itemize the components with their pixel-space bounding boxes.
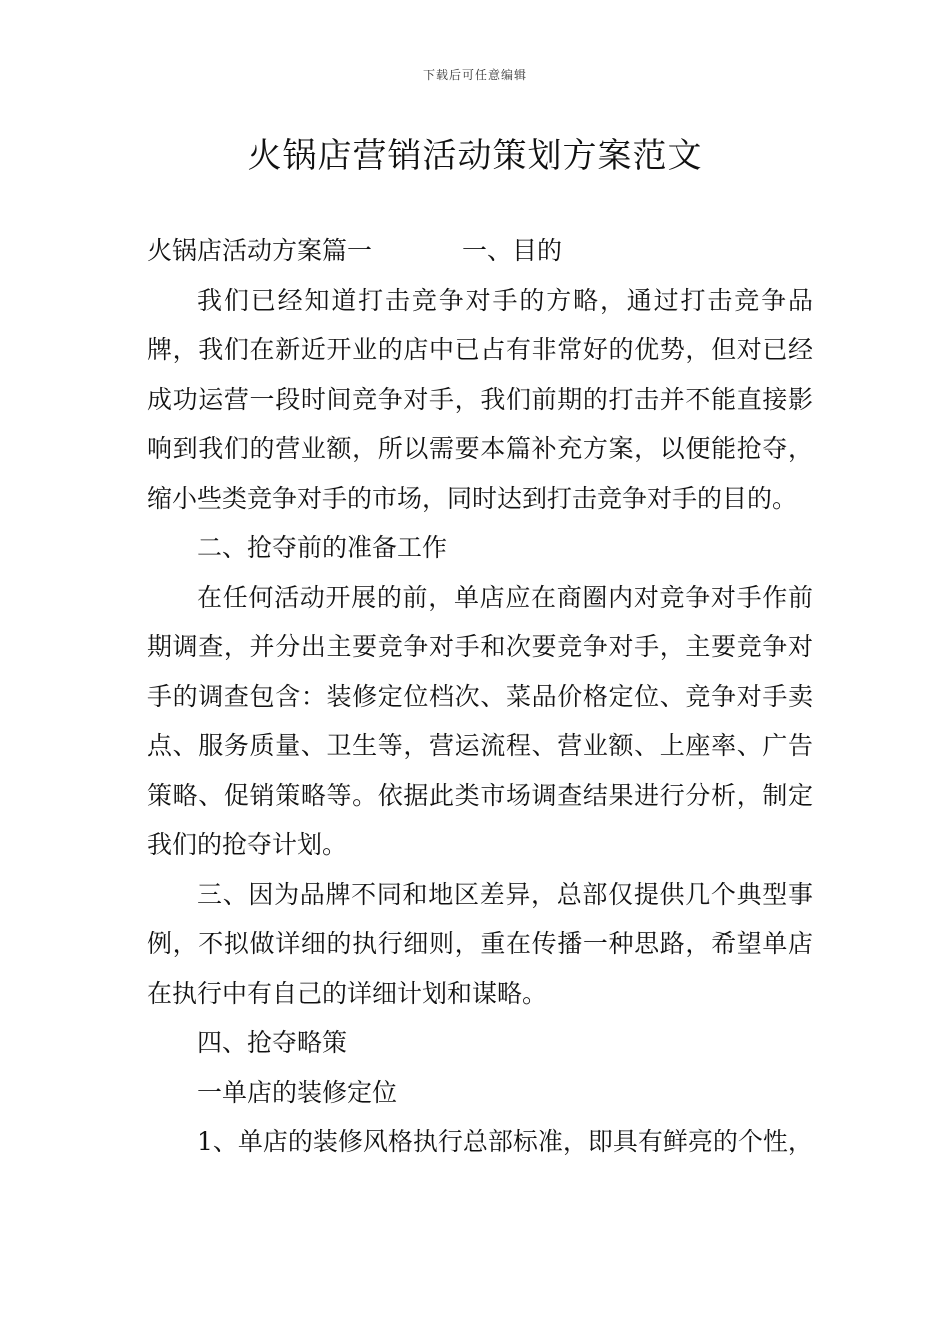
paragraph: 三、因为品牌不同和地区差异，总部仅提供几个典型事例，不拟做详细的执行细则，重在传播一种思路，希望单店在执行中有自己的详细计划和谋略。 [147,879,813,1008]
list-item: 1、单店的装修风格执行总部标准，即具有鲜亮的个性， [197,1127,813,1156]
paragraph: 我们已经知道打击竞争对手的方略，通过打击竞争品牌，我们在新近开业的店中已占有非常好的优势，但对已经成功运营一段时间竞争对手，我们前期的打击并不能直接影响到我们的营业额，所以需要本篇补充方案，以便能抢夺，缩小些类竞争对手的市场，同时达到打击竞争对手的目的。 [147,285,813,513]
document-title: 火锅店营销活动策划方案范文 [247,136,703,176]
document-body [147,226,813,1167]
plan-subtitle: 火锅店活动方案篇一 [147,236,373,265]
paragraph: 在任何活动开展的前，单店应在商圈内对竞争对手作前期调查，并分出主要竞争对手和次要竞争对手，主要竞争对手的调查包含：装修定位档次、菜品价格定位、竞争对手卖点、服务质量、卫生等，营运流程、营业额、上座率、广告策略、促销策略等。依据此类市场调查结果进行分析，制定我们的抢夺计划。 [147,582,813,859]
header-note: 下载后可任意编辑 [422,68,527,82]
section-heading: 二、抢夺前的准备工作 [197,533,448,562]
section-heading: 四、抢夺略策 [197,1028,348,1057]
section-heading-purpose: 一、目的 [462,236,563,265]
subsection-heading: 一单店的装修定位 [197,1077,398,1107]
section-heading-line [147,226,813,276]
